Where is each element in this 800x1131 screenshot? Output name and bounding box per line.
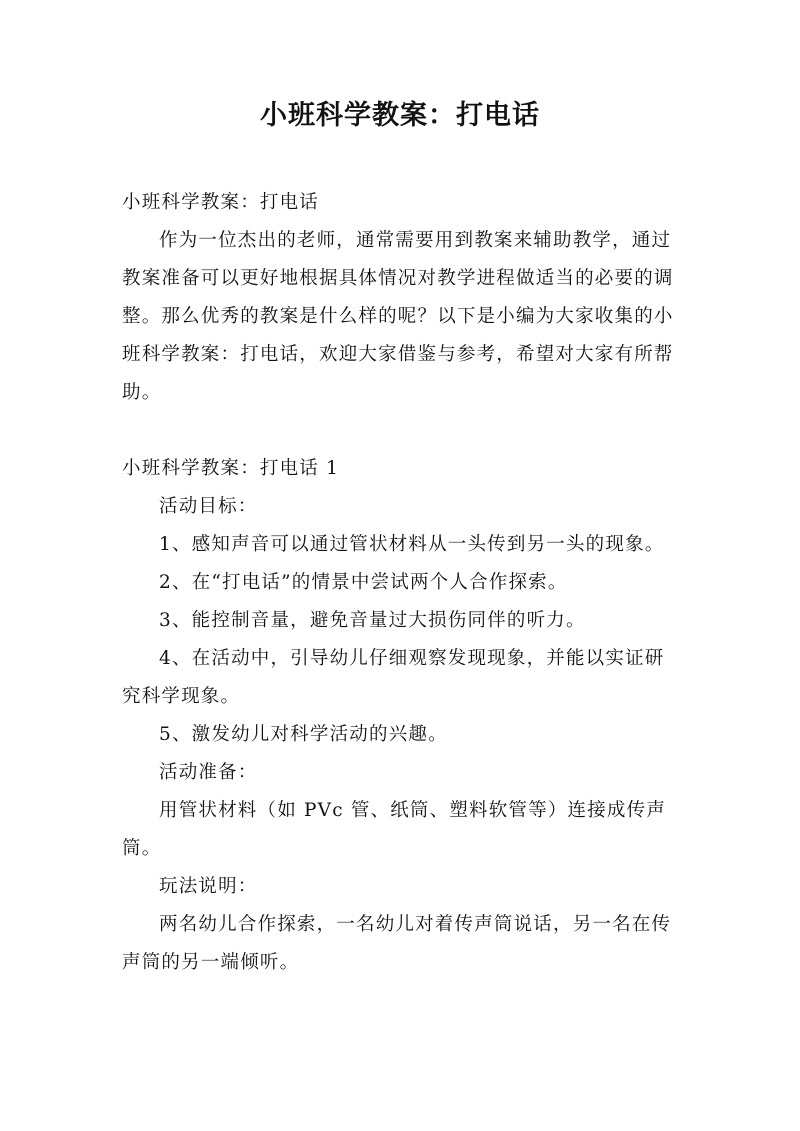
paragraph-gap [122, 412, 684, 450]
goal-item-1: 1、感知声音可以通过管状材料从一头传到另一头的现象。 [159, 534, 665, 555]
prep-label: 活动准备： [159, 762, 258, 783]
goal-item-2: 2、在“打电话”的情景中尝试两个人合作探索。 [159, 572, 568, 593]
document-body [122, 184, 684, 982]
section-heading: 小班科学教案：打电话 1 [122, 458, 340, 479]
prep-paragraph: 用管状材料（如 PVc 管、纸筒、塑料软管等）连接成传声筒。 [122, 800, 667, 859]
subtitle: 小班科学教案：打电话 [122, 192, 320, 213]
goal-item-5: 5、激发幼儿对科学活动的兴趣。 [159, 724, 448, 745]
intro-paragraph: 作为一位杰出的老师，通常需要用到教案来辅助教学，通过教案准备可以更好地根据具体情况对教学进程做适当的必要的调整。那么优秀的教案是什么样的呢？以下是小编为大家收集的小班科学教案：打电话，欢迎大家借鉴与参考，希望对大家有所帮助。 [122, 230, 674, 403]
document-title: 小班科学教案：打电话 [260, 100, 540, 131]
goal-item-3: 3、能控制音量，避免音量过大损伤同伴的听力。 [159, 610, 586, 631]
play-paragraph: 两名幼儿合作探索，一名幼儿对着传声筒说话，另一名在传声筒的另一端倾听。 [122, 914, 672, 973]
play-label: 玩法说明： [159, 876, 258, 897]
goal-item-4: 4、在活动中，引导幼儿仔细观察发现现象，并能以实证研究科学现象。 [122, 648, 665, 707]
goals-label: 活动目标： [159, 496, 258, 517]
